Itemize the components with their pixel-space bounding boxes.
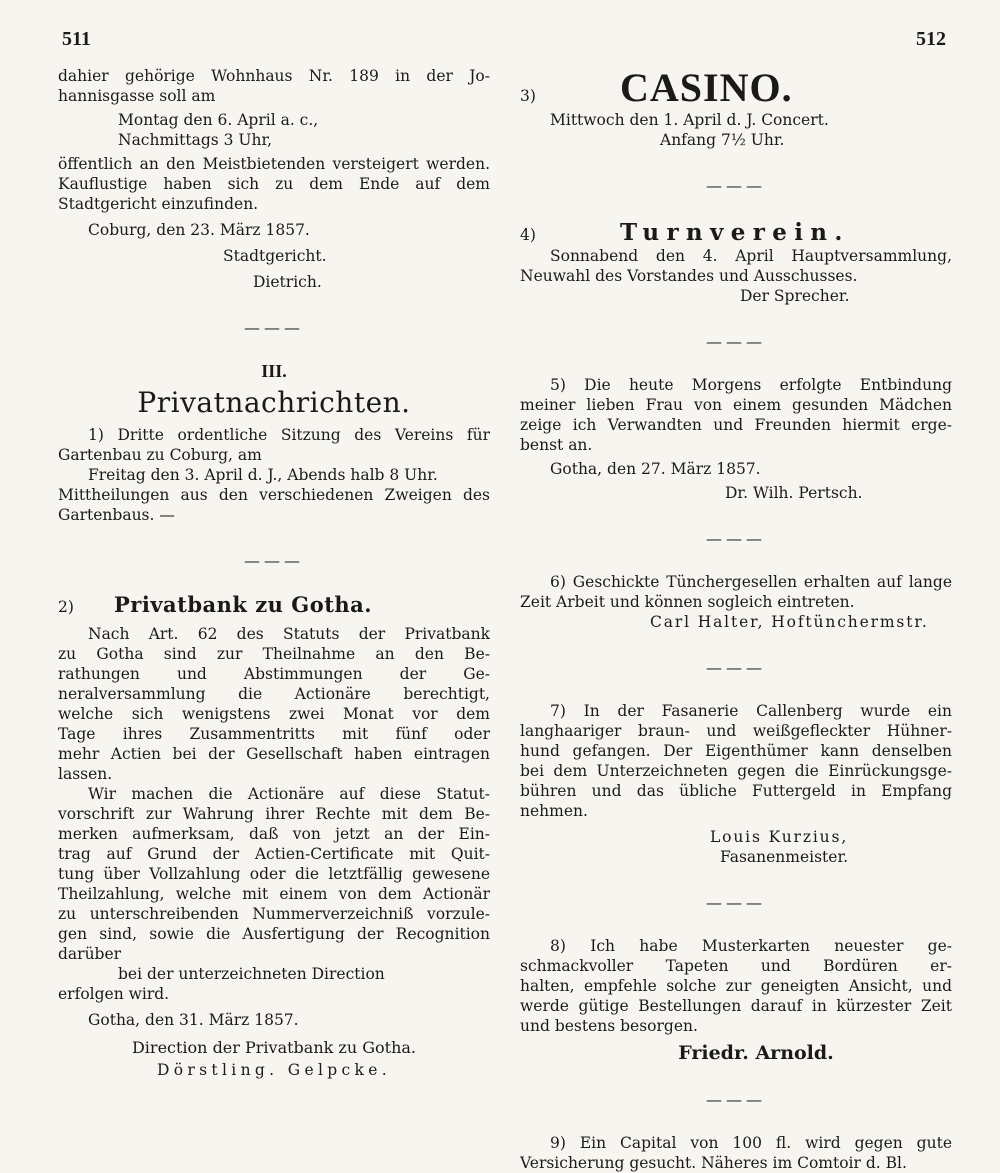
- text-line: Kauflustige haben sich zu dem Ende auf dem: [58, 175, 490, 193]
- notice-item-5: [520, 375, 952, 503]
- divider: ———: [706, 1090, 766, 1109]
- divider: ———: [706, 658, 766, 677]
- text-line: merken aufmerksam, daß von jetzt an der Ein-: [58, 825, 490, 843]
- paragraph-1: [58, 624, 490, 784]
- text-line: Zeit Arbeit und können sogleich eintreten.: [520, 593, 855, 611]
- text-line: Anfang 7½ Uhr.: [660, 131, 785, 149]
- signature-direction: Direction der Privatbank zu Gotha.: [131, 1038, 417, 1057]
- item-number: 2): [58, 598, 74, 616]
- text-line: nehmen.: [520, 802, 588, 820]
- signature-names: Dörstling. Gelpcke.: [156, 1061, 392, 1079]
- notice-item-2: [58, 594, 490, 1080]
- divider: ———: [244, 551, 304, 570]
- notice-item-8: [520, 936, 952, 1064]
- date-line: Montag den 6. April a. c.,: [118, 111, 319, 129]
- text-line: rathungen und Abstimmungen der Ge-: [58, 665, 490, 683]
- text-line: werde gütige Bestellungen darauf in kürzester Zeit: [520, 997, 952, 1015]
- text-line: 5) Die heute Morgens erfolgte Entbindung: [550, 376, 952, 394]
- text-line: halten, empfehle solche zur geneigten Ansicht, und: [520, 977, 952, 995]
- divider: ———: [706, 893, 766, 912]
- item-number: 3): [520, 87, 536, 105]
- signature-title: Fasanenmeister.: [720, 848, 849, 866]
- item-title: Privatbank zu Gotha.: [114, 592, 373, 617]
- section-number: III.: [261, 361, 287, 381]
- divider: ———: [706, 332, 766, 351]
- item-number: 4): [520, 226, 536, 244]
- text-line: Stadtgericht einzufinden.: [58, 195, 259, 213]
- text-line: Mittheilungen aus den verschiedenen Zweigen des: [58, 486, 490, 504]
- text-line: Mittwoch den 1. April d. J. Concert.: [550, 111, 829, 129]
- text-line: langhaariger braun- und weißgefleckter Hühner-: [520, 722, 952, 740]
- notice-item-7: [520, 701, 952, 867]
- text-line: zeige ich Verwandten und Freunden hiermit erge-: [520, 416, 952, 434]
- section-title: Privatnachrichten.: [137, 386, 411, 419]
- text-line: vorschrift zur Wahrung ihrer Rechte mit dem Be-: [58, 805, 490, 823]
- text-line: lassen.: [58, 765, 113, 783]
- text-line: bühren und das übliche Futtergeld in Empfang: [520, 782, 952, 800]
- direction-line: bei der unterzeichneten Direction: [118, 965, 385, 983]
- right-column: [520, 66, 952, 1173]
- page-number-left: 511: [62, 28, 91, 50]
- notice-item-4: [520, 219, 952, 306]
- text-line: erfolgen wird.: [58, 985, 170, 1003]
- text-line: Nach Art. 62 des Statuts der Privatbank: [88, 625, 490, 643]
- text-line: meiner lieben Frau von einem gesunden Mädchen: [520, 396, 952, 414]
- notice-item-6: [520, 572, 952, 632]
- text-line: darüber: [58, 945, 122, 963]
- signature-name: Louis Kurzius,: [710, 828, 849, 846]
- text-line: 6) Geschickte Tünchergesellen erhalten auf lange: [550, 573, 952, 591]
- text-line: dahier gehörige Wohnhaus Nr. 189 in der Jo-: [58, 67, 490, 85]
- item-heading: [58, 594, 490, 618]
- signature-authority: Stadtgericht.: [223, 247, 327, 265]
- text-line: mehr Actien bei der Gesellschaft haben eintragen: [58, 745, 490, 763]
- text-line: Versicherung gesucht. Näheres im Comtoir d. Bl.: [520, 1154, 907, 1172]
- divider: ———: [706, 176, 766, 195]
- text-line: 8) Ich habe Musterkarten neuester ge-: [550, 937, 952, 955]
- divider: ———: [706, 529, 766, 548]
- text-line: Sonnabend den 4. April Hauptversammlung,: [550, 247, 952, 265]
- text-line: und bestens besorgen.: [520, 1017, 698, 1035]
- place-date: Gotha, den 27. März 1857.: [550, 460, 761, 478]
- text-line: hund gefangen. Der Eigenthümer kann denselben: [520, 742, 952, 760]
- signature: Der Sprecher.: [740, 287, 850, 305]
- signature: Friedr. Arnold.: [678, 1042, 834, 1064]
- text-line: öffentlich an den Meistbietenden versteigert werden.: [58, 155, 490, 173]
- notice-item-9: [520, 1133, 952, 1173]
- place-date: Coburg, den 23. März 1857.: [88, 221, 310, 239]
- text-line: Gartenbau zu Coburg, am: [58, 446, 262, 464]
- text-line: neralversammlung die Actionäre berechtigt,: [58, 685, 490, 703]
- text-line: 9) Ein Capital von 100 fl. wird gegen gute: [550, 1134, 952, 1152]
- signature: Dr. Wilh. Pertsch.: [725, 484, 863, 502]
- place-date: Gotha, den 31. März 1857.: [88, 1011, 299, 1029]
- text-line: 7) In der Fasanerie Callenberg wurde ein: [550, 702, 952, 720]
- left-column: [58, 66, 490, 1080]
- text-line: hannisgasse soll am: [58, 87, 216, 105]
- text-line: Gartenbaus. —: [58, 506, 175, 524]
- casino-title: CASINO.: [620, 65, 793, 110]
- notice-item-1: [58, 425, 490, 525]
- item-heading: [520, 66, 952, 110]
- text-line: Theilzahlung, welche mit einem von dem Actionär: [58, 885, 490, 903]
- divider: ———: [244, 318, 304, 337]
- text-line: zu unterschreibenden Nummerverzeichniß vorzule-: [58, 905, 490, 923]
- text-line: Wir machen die Actionäre auf diese Statut-: [88, 785, 490, 803]
- page-number-right: 512: [916, 28, 946, 50]
- column-gutter: [503, 66, 504, 1126]
- text-line: bei dem Unterzeichneten gegen die Einrückungsge-: [520, 762, 952, 780]
- text-line: Neuwahl des Vorstandes und Ausschusses.: [520, 267, 858, 285]
- auction-notice: [58, 66, 490, 292]
- item-heading: [520, 219, 952, 246]
- turnverein-title: Turnverein.: [620, 219, 850, 246]
- notice-item-3: [520, 66, 952, 150]
- text-line: tung über Vollzahlung oder die letztfällig gewesene: [58, 865, 490, 883]
- text-line: gen sind, sowie die Ausfertigung der Recognition: [58, 925, 490, 943]
- text-line: Freitag den 3. April d. J., Abends halb 8 Uhr.: [88, 466, 438, 484]
- text-line: trag auf Grund der Actien-Certificate mit Quit-: [58, 845, 490, 863]
- text-line: Tage ihres Zusammentritts mit fünf oder: [58, 725, 490, 743]
- text-line: 1) Dritte ordentliche Sitzung des Vereins für: [88, 426, 490, 444]
- signature-name: Dietrich.: [253, 273, 322, 291]
- text-line: schmackvoller Tapeten und Bordüren er-: [520, 957, 952, 975]
- signature: Carl Halter, Hoftünchermstr.: [650, 613, 929, 631]
- paragraph-2: [58, 784, 490, 1004]
- text-line: zu Gotha sind zur Theilnahme an den Be-: [58, 645, 490, 663]
- text-line: welche sich wenigstens zwei Monat vor dem: [58, 705, 490, 723]
- time-line: Nachmittags 3 Uhr,: [118, 131, 273, 149]
- text-line: benst an.: [520, 436, 593, 454]
